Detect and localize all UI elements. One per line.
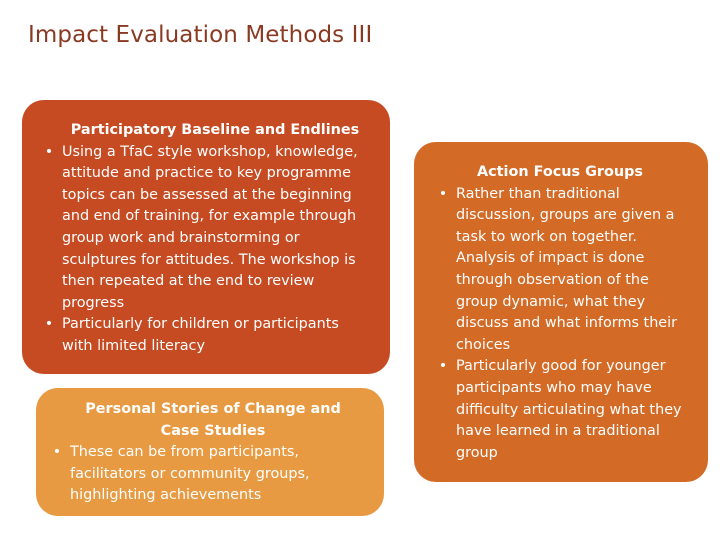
baseline-heading: Participatory Baseline and Endlines xyxy=(70,122,360,138)
stories-heading: Personal Stories of Change and Case Studies xyxy=(85,401,341,439)
action-bullet-text: Particularly good for younger participants who may have difficulty articulating what they have learned in a traditional group xyxy=(456,358,682,461)
action-bullet-list xyxy=(430,184,690,465)
baseline-bullet-item xyxy=(36,314,364,357)
baseline-bullet-text: Using a TfaC style workshop, knowledge, attitude and practice to key programme topics can be assessed at the beginning and end of training, for example through group work and brainstorming or sculptures for attitudes. The workshop is then repeated at the end to review progress xyxy=(62,143,358,311)
action-focus-groups-box xyxy=(414,142,708,482)
action-heading: Action Focus Groups xyxy=(476,164,643,180)
action-bullet-item xyxy=(430,356,690,464)
stories-bullet-item xyxy=(44,442,368,507)
action-bullet-text: Rather than traditional discussion, groups are given a task to work on together. Analysis of impact is done through observation of the group dynamic, what they discuss and what informs their choices xyxy=(456,185,678,353)
stories-bullet-list xyxy=(44,442,368,507)
slide-title: Impact Evaluation Methods III xyxy=(28,22,373,48)
bullet-icon: • xyxy=(44,143,54,160)
bullet-icon: • xyxy=(52,444,62,461)
action-bullet-item xyxy=(430,184,690,357)
bullet-icon: • xyxy=(438,185,448,202)
stories-bullet-text: These can be from participants, facilitators or community groups, highlighting achievements xyxy=(70,444,310,504)
bullet-icon: • xyxy=(438,358,448,375)
baseline-bullet-text: Particularly for children or participants with limited literacy xyxy=(62,316,339,354)
personal-stories-box xyxy=(36,388,384,516)
baseline-bullet-item xyxy=(36,142,364,315)
baseline-endlines-box xyxy=(22,100,390,374)
baseline-bullet-list xyxy=(36,142,364,358)
bullet-icon: • xyxy=(44,316,54,333)
